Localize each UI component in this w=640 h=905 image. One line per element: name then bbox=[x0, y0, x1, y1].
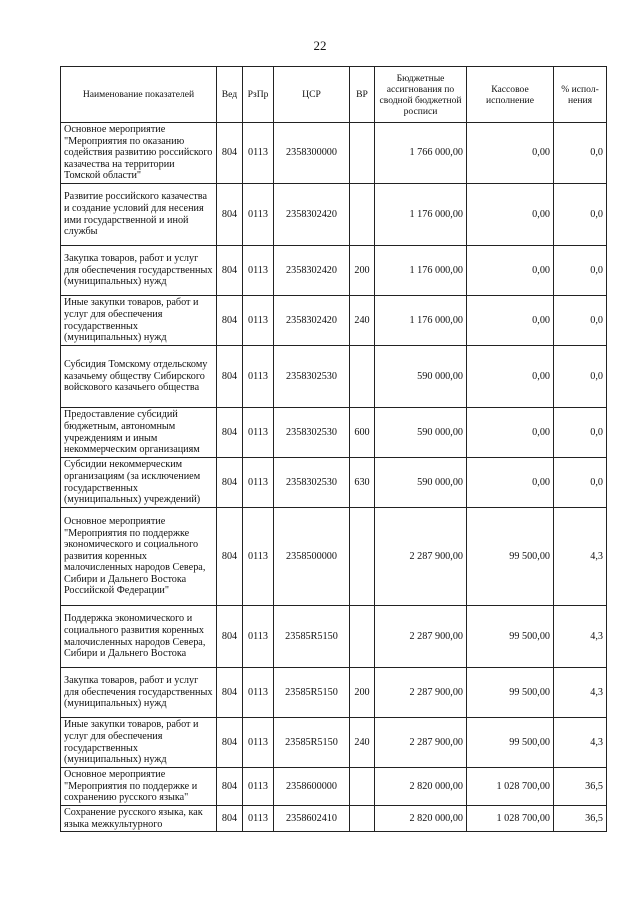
cell-vr bbox=[350, 768, 375, 806]
cell-vr bbox=[350, 508, 375, 606]
cell-budget: 590 000,00 bbox=[375, 408, 467, 458]
cell-name: Закупка товаров, работ и услуг для обеспечения государственных (муниципальных) нужд bbox=[61, 246, 217, 296]
cell-pct: 4,3 bbox=[554, 718, 607, 768]
cell-csr: 23585R5150 bbox=[274, 606, 350, 668]
table-row bbox=[61, 806, 607, 832]
cell-name: Субсидии некоммерческим организациям (за исключением государственных (муниципальных) учреждений) bbox=[61, 458, 217, 508]
cell-csr: 23585R5150 bbox=[274, 668, 350, 718]
cell-cash: 0,00 bbox=[467, 346, 554, 408]
cell-pct: 0,0 bbox=[554, 296, 607, 346]
cell-budget: 1 176 000,00 bbox=[375, 246, 467, 296]
cell-budget: 590 000,00 bbox=[375, 458, 467, 508]
cell-pct: 0,0 bbox=[554, 408, 607, 458]
page-number: 22 bbox=[313, 38, 327, 53]
table-row bbox=[61, 508, 607, 606]
cell-ved: 804 bbox=[217, 606, 243, 668]
cell-vr bbox=[350, 346, 375, 408]
cell-ved: 804 bbox=[217, 508, 243, 606]
cell-name: Субсидия Томскому отдельскому казачьему обществу Сибирского войскового казачьего общества bbox=[61, 346, 217, 408]
cell-cash: 0,00 bbox=[467, 458, 554, 508]
cell-pct: 0,0 bbox=[554, 246, 607, 296]
cell-ved: 804 bbox=[217, 184, 243, 246]
table-row bbox=[61, 246, 607, 296]
cell-budget: 2 820 000,00 bbox=[375, 806, 467, 832]
table-row bbox=[61, 668, 607, 718]
cell-name: Предоставление субсидий бюджетным, автономным учреждениям и иным некоммерческим организациям bbox=[61, 408, 217, 458]
cell-rzpr: 0113 bbox=[243, 246, 274, 296]
cell-vr bbox=[350, 806, 375, 832]
cell-csr: 2358602410 bbox=[274, 806, 350, 832]
cell-budget: 590 000,00 bbox=[375, 346, 467, 408]
table-row bbox=[61, 458, 607, 508]
table-row bbox=[61, 184, 607, 246]
cell-vr: 200 bbox=[350, 246, 375, 296]
cell-csr: 2358302420 bbox=[274, 246, 350, 296]
cell-name: Основное мероприятие "Мероприятия по оказанию содействия развитию российского казачества на территории Томской области" bbox=[61, 123, 217, 184]
cell-rzpr: 0113 bbox=[243, 606, 274, 668]
header-csr: ЦСР bbox=[274, 67, 350, 123]
cell-rzpr: 0113 bbox=[243, 184, 274, 246]
cell-ved: 804 bbox=[217, 408, 243, 458]
cell-cash: 1 028 700,00 bbox=[467, 806, 554, 832]
cell-pct: 4,3 bbox=[554, 668, 607, 718]
table-row bbox=[61, 346, 607, 408]
cell-ved: 804 bbox=[217, 296, 243, 346]
cell-budget: 2 287 900,00 bbox=[375, 718, 467, 768]
cell-rzpr: 0113 bbox=[243, 296, 274, 346]
cell-csr: 2358500000 bbox=[274, 508, 350, 606]
cell-name: Сохранение русского языка, как языка межкультурного bbox=[61, 806, 217, 832]
cell-rzpr: 0113 bbox=[243, 806, 274, 832]
table-row bbox=[61, 718, 607, 768]
cell-budget: 1 766 000,00 bbox=[375, 123, 467, 184]
header-name: Наименование показателей bbox=[61, 67, 217, 123]
cell-rzpr: 0113 bbox=[243, 718, 274, 768]
cell-ved: 804 bbox=[217, 346, 243, 408]
cell-cash: 0,00 bbox=[467, 184, 554, 246]
header-vr: ВР bbox=[350, 67, 375, 123]
cell-csr: 2358302420 bbox=[274, 296, 350, 346]
cell-ved: 804 bbox=[217, 806, 243, 832]
cell-ved: 804 bbox=[217, 718, 243, 768]
cell-csr: 2358302420 bbox=[274, 184, 350, 246]
cell-cash: 0,00 bbox=[467, 408, 554, 458]
cell-ved: 804 bbox=[217, 246, 243, 296]
cell-name: Закупка товаров, работ и услуг для обеспечения государственных (муниципальных) нужд bbox=[61, 668, 217, 718]
cell-pct: 36,5 bbox=[554, 768, 607, 806]
table-row bbox=[61, 408, 607, 458]
cell-vr: 630 bbox=[350, 458, 375, 508]
cell-rzpr: 0113 bbox=[243, 123, 274, 184]
cell-name: Иные закупки товаров, работ и услуг для обеспечения государственных (муниципальных) нужд bbox=[61, 296, 217, 346]
cell-name: Развитие российского казачества и создание условий для несения ими государственной и иной службы bbox=[61, 184, 217, 246]
cell-csr: 2358302530 bbox=[274, 408, 350, 458]
cell-cash: 0,00 bbox=[467, 296, 554, 346]
cell-pct: 0,0 bbox=[554, 458, 607, 508]
cell-ved: 804 bbox=[217, 458, 243, 508]
cell-rzpr: 0113 bbox=[243, 768, 274, 806]
cell-csr: 2358302530 bbox=[274, 458, 350, 508]
cell-vr bbox=[350, 123, 375, 184]
cell-pct: 4,3 bbox=[554, 606, 607, 668]
cell-pct: 0,0 bbox=[554, 184, 607, 246]
table-row bbox=[61, 606, 607, 668]
cell-csr: 2358300000 bbox=[274, 123, 350, 184]
cell-budget: 2 287 900,00 bbox=[375, 606, 467, 668]
header-pct: % испол-нения bbox=[554, 67, 607, 123]
header-cash: Кассовое исполнение bbox=[467, 67, 554, 123]
cell-ved: 804 bbox=[217, 123, 243, 184]
cell-vr bbox=[350, 606, 375, 668]
cell-name: Основное мероприятие "Мероприятия по поддержке экономического и социального развития коренных малочисленных народов Севера, Сибири и Дальнего Востока Российской Федерации" bbox=[61, 508, 217, 606]
cell-cash: 0,00 bbox=[467, 123, 554, 184]
header-budget: Бюджетные ассигнования по сводной бюджетной росписи bbox=[375, 67, 467, 123]
cell-vr: 240 bbox=[350, 296, 375, 346]
table-header-row bbox=[61, 67, 607, 123]
header-ved: Вед bbox=[217, 67, 243, 123]
cell-vr: 240 bbox=[350, 718, 375, 768]
table-row bbox=[61, 768, 607, 806]
cell-csr: 23585R5150 bbox=[274, 718, 350, 768]
cell-budget: 2 820 000,00 bbox=[375, 768, 467, 806]
cell-budget: 1 176 000,00 bbox=[375, 296, 467, 346]
cell-ved: 804 bbox=[217, 668, 243, 718]
cell-cash: 99 500,00 bbox=[467, 508, 554, 606]
cell-cash: 99 500,00 bbox=[467, 606, 554, 668]
cell-rzpr: 0113 bbox=[243, 408, 274, 458]
budget-execution-table bbox=[60, 66, 607, 832]
cell-vr: 200 bbox=[350, 668, 375, 718]
cell-pct: 4,3 bbox=[554, 508, 607, 606]
cell-vr: 600 bbox=[350, 408, 375, 458]
cell-cash: 0,00 bbox=[467, 246, 554, 296]
cell-budget: 2 287 900,00 bbox=[375, 508, 467, 606]
cell-vr bbox=[350, 184, 375, 246]
cell-name: Основное мероприятие "Мероприятия по поддержке и сохранению русского языка" bbox=[61, 768, 217, 806]
cell-pct: 0,0 bbox=[554, 123, 607, 184]
cell-cash: 1 028 700,00 bbox=[467, 768, 554, 806]
cell-rzpr: 0113 bbox=[243, 508, 274, 606]
cell-csr: 2358600000 bbox=[274, 768, 350, 806]
table-row bbox=[61, 123, 607, 184]
cell-ved: 804 bbox=[217, 768, 243, 806]
table-row bbox=[61, 296, 607, 346]
cell-rzpr: 0113 bbox=[243, 346, 274, 408]
cell-budget: 1 176 000,00 bbox=[375, 184, 467, 246]
cell-name: Поддержка экономического и социального развития коренных малочисленных народов Севера, Сибири и Дальнего Востока bbox=[61, 606, 217, 668]
cell-pct: 0,0 bbox=[554, 346, 607, 408]
header-rzpr: РзПр bbox=[243, 67, 274, 123]
cell-rzpr: 0113 bbox=[243, 458, 274, 508]
cell-cash: 99 500,00 bbox=[467, 718, 554, 768]
cell-rzpr: 0113 bbox=[243, 668, 274, 718]
cell-name: Иные закупки товаров, работ и услуг для обеспечения государственных (муниципальных) нужд bbox=[61, 718, 217, 768]
cell-pct: 36,5 bbox=[554, 806, 607, 832]
cell-csr: 2358302530 bbox=[274, 346, 350, 408]
cell-budget: 2 287 900,00 bbox=[375, 668, 467, 718]
cell-cash: 99 500,00 bbox=[467, 668, 554, 718]
